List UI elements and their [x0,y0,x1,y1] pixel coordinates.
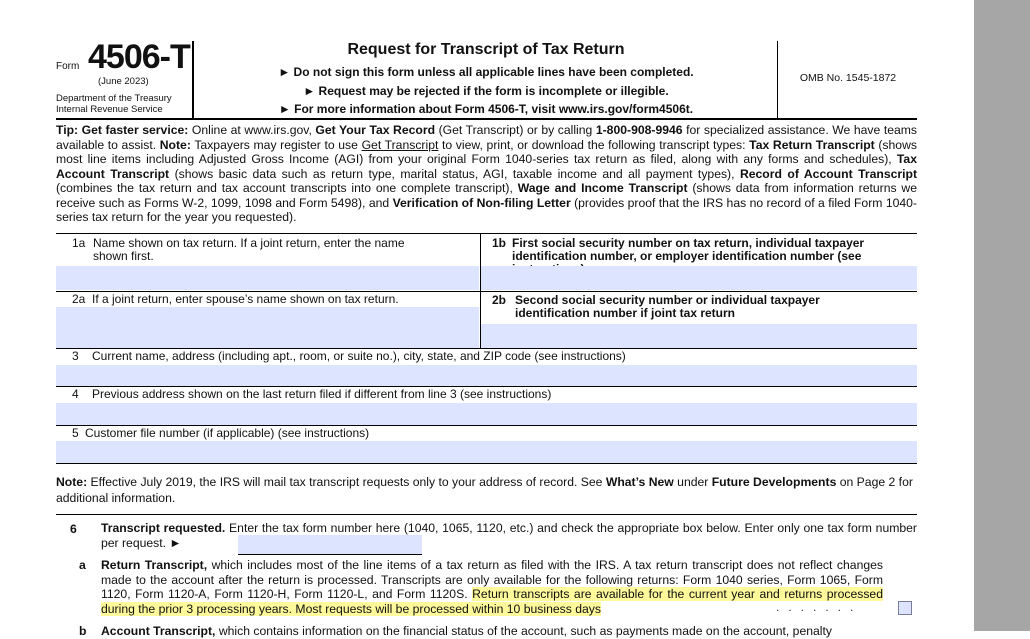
leader-dots: ....... [776,600,863,614]
current-address-input[interactable] [56,365,917,386]
revision-date: (June 2023) [98,76,149,87]
header-instruction-3: ► For more information about Form 4506-T, visit www.irs.gov/form4506t. [278,102,694,116]
line-2b-label: Second social security number or individual taxpayer identification number if joint tax return [515,293,820,320]
line-1b-number: 1b [492,236,507,250]
header-instruction-2: ► Request may be rejected if the form is incomplete or illegible. [303,84,669,98]
line-2a-label: If a joint return, enter spouse’s name shown on tax return. [92,292,399,306]
header-rule [56,118,917,120]
second-ssn-input[interactable] [481,324,917,348]
line-5-number: 5 [72,426,79,440]
row-rule-5 [56,463,917,464]
line-6-text: Transcript requested. Enter the tax form number here (1040, 1065, 1120, etc.) and check the appropriate box below. Enter only one tax form number per request. ► [101,521,917,550]
viewer-scrollbar[interactable] [974,0,1030,631]
form-label: Form [56,61,80,72]
return-transcript-checkbox[interactable] [898,601,912,615]
line-6a-text: Return Transcript, which includes most of the line items of a tax return as filed with the IRS. A tax return transcript does not reflect changes made to the account after the return is processed. Transcripts are only available for the following returns: Form 1040 series, Form 1065, Form 1120, Form 1120-A, Form 1120-H, Form 1120-L, and Form 1120S. Return transcripts are available for the current year and returns processed during the prior 3 processing years. Most requests will be processed within 10 business days [101,558,883,616]
line-2b-number: 2b [492,293,507,307]
customer-file-number-input[interactable] [56,441,917,463]
form-title: Request for Transcript of Tax Return [347,41,625,58]
line-5-label: Customer file number (if applicable) (see instructions) [85,426,370,440]
name-input[interactable] [56,266,479,290]
header-instruction-1: ► Do not sign this form unless all applicable lines have been completed. [278,65,694,79]
line-1b-label: First social security number on tax return, individual taxpayer identification number, or employer identification number (see [512,236,865,263]
header-divider-right [777,41,778,118]
highlighted-text: Return transcripts are available for the current year and returns processed during the prior 3 processing years. Most requests will be processed within 10 business days [101,587,883,616]
form-number: 4506-T [88,38,190,76]
line-6a-letter: a [79,558,86,572]
tip-paragraph: Tip: Get faster service: Online at www.irs.gov, Get Your Tax Record (Get Transcript) or by calling 1-800-908-9946 for specialized assistance. We have teams available to assist. Note: Taxpayers may register to use Get Transcript to view, print, or download the following transcript types: Tax Return Transcript (shows most line items including Adjusted Gross Income (AGI) from your original Form 1040-series tax return as filed, along with any forms and schedules), Tax Account Transcript (shows basic data such as return type, marital status, AGI, taxable income and all payment types), Record of Account Transcript (combines the tax return and tax account transcripts into one complete transcript), Wage and Income Transcript (shows data from information returns we receive such as Forms W-2, 1099, 1098 and Form 5498), and Verification of Non-filing Letter (provides proof that the IRS has no record of a filed Form 1040-series tax return for the year you requested). [56,123,918,224]
previous-address-input[interactable] [56,403,917,425]
department-name: Department of the Treasury Internal Revenue Service [56,93,172,115]
tax-form-number-input[interactable] [238,535,422,555]
omb-number: OMB No. 1545-1872 [799,72,897,84]
line-6b-letter: b [79,624,87,638]
line-1a-number: 1a [72,236,86,250]
first-ssn-input[interactable] [481,266,917,290]
note-rule [56,514,917,515]
spouse-name-input[interactable] [56,307,479,348]
delivery-note: Note: Effective July 2019, the IRS will mail tax transcript requests only to your address of record. See What’s New under Future Developments on Page 2 for additional information. [56,475,913,505]
get-transcript-link[interactable]: Get Transcript [361,137,439,152]
line-6b-text: Account Transcript, which contains information on the financial status of the account, such as payments made on the account, penalty [101,624,832,638]
line-4-label: Previous address shown on the last return filed if different from line 3 (see instructions) [92,387,552,401]
section-rule [56,233,917,234]
line-3-label: Current name, address (including apt., room, or suite no.), city, state, and ZIP code (see instructions) [92,349,626,363]
line-6-number: 6 [70,522,77,536]
line-3-number: 3 [72,349,79,363]
header-divider-left [192,41,194,118]
line-2a-number: 2a [72,292,86,306]
line-4-number: 4 [72,387,79,401]
line-1a-label: Name shown on tax return. If a joint return, enter the name shown first. [93,236,405,263]
